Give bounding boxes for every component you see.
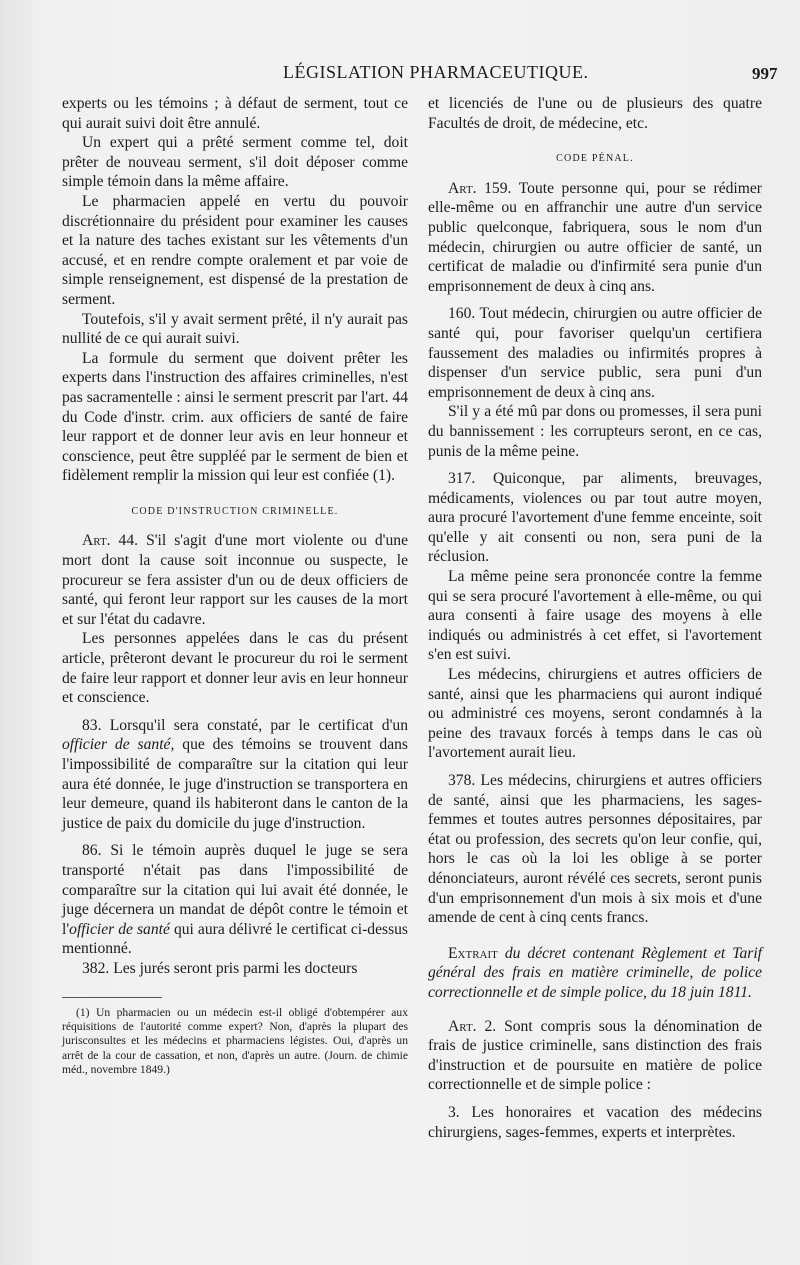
article-label: Art. 159. xyxy=(448,179,512,197)
paragraph: experts ou les témoins ; à défaut de serment, tout ce qui aurait suivi doit être annulé. xyxy=(62,95,408,132)
article-text: S'il s'agit d'une mort violente ou d'une mort dont la cause soit inconnue ou suspecte, le procureur se fera assister d'un ou de deux officiers de santé, qui feront leur rapport sur les causes de la mort et sur l'état du cadavre. xyxy=(62,532,409,628)
article-83 xyxy=(62,716,408,834)
article-text: 86. Si le témoin auprès duquel le juge se sera transporté n'était pas dans l'impossibilité de comparaître sur la citation qui lui avait été donnée, le juge décernera un mandat de dépôt contre le témoin et l' xyxy=(62,842,408,938)
extract-title: du décret contenant Règlement et Tarif général des frais en matière criminelle, de police correctionnelle et de simple police, du 18 juin 1811. xyxy=(428,944,762,1001)
running-header xyxy=(0,62,800,88)
article-text: qui aura délivré le certificat ci-dessus mentionné. xyxy=(62,920,409,958)
article-text: que des témoins se trouvent dans l'impossibilité de comparaître sur la citation qui leur aura été donnée, le juge d'instruction se transportera en leur demeure, quand ils habiteront dans le canton de la justice de paix du domicile du juge d'instruction. xyxy=(62,736,408,832)
footnote: (1) Un pharmacien ou un médecin est-il obligé d'obtempérer aux réquisitions de l'autorité comme expert? Non, d'après la plupart des jurisconsultes et les médecins et pharmaciens légistes. Oui, d'après un arrêt de la cour de cassation, et non, d'après un autre. (Journ. de chimie méd., novembre 1849.) xyxy=(62,1005,408,1077)
paragraph: Les personnes appelées dans le cas du présent article, prêteront devant le procureur du roi le serment de faire leur rapport et donner leur avis en leur honneur et conscience. xyxy=(62,630,408,707)
footnote-divider xyxy=(62,997,162,998)
article-2 xyxy=(428,1017,762,1095)
paragraph: Un expert qui a prêté serment comme tel, doit prêter de nouveau serment, s'il doit déposer comme simple témoin dans la même affaire. xyxy=(62,134,408,191)
article-159 xyxy=(428,179,762,297)
page-title: LÉGISLATION PHARMACEUTIQUE. xyxy=(283,62,589,82)
italic-term: officier de santé xyxy=(69,920,170,938)
paragraph: La formule du serment que doivent prêter les experts dans l'instruction des affaires criminelles, n'est pas sacramentelle : ainsi le serment prescrit par l'art. 44 du Code d'instr. crim. aux officiers de santé de faire leur rapport et de donner leur avis en leur honneur et conscience, peut être suppléé par le serment de bien et fidèlement remplir la mission qui leur est confiée (1). xyxy=(62,349,408,485)
extract-label: Extrait xyxy=(448,944,498,962)
paragraph: Le pharmacien appelé en vertu du pouvoir discrétionnaire du président pour examiner les causes et la nature des taches existant sur les vêtements d'un accusé, et en rendre compte oralement et par voie de simple renseignement, est dispensé de la prestation de serment. xyxy=(62,192,408,308)
paragraph: et licenciés de l'une ou de plusieurs des quatre Facultés de droit, de médecine, etc. xyxy=(428,95,762,132)
article-text: 83. Lorsqu'il sera constaté, par le certificat d'un xyxy=(82,716,408,734)
paragraph: Les médecins, chirurgiens et autres officiers de santé, ainsi que les pharmaciens qui auront indiqué ou administré ces moyens, seront condamnés à la peine des travaux forcés à temps dans le cas où l'avortement aurait lieu. xyxy=(428,666,762,762)
paragraph: S'il y a été mû par dons ou promesses, il sera puni du bannissement : les corrupteurs seront, en ce cas, punis de la même peine. xyxy=(428,403,762,460)
left-column xyxy=(62,94,408,1078)
article-text: Sont compris sous la dénomination de frais de justice criminelle, sans distinction des frais d'instruction et de poursuite en matière de police correctionnelle et de simple police : xyxy=(428,1017,762,1094)
article-382: 382. Les jurés seront pris parmi les docteurs xyxy=(82,959,358,977)
section-heading: CODE PÉNAL. xyxy=(556,153,634,165)
section-heading: CODE D'INSTRUCTION CRIMINELLE. xyxy=(131,505,339,517)
article-text: Toute personne qui, pour se rédimer elle-même ou en affranchir une autre d'un service public quelconque, fabriquera, sous le nom d'un médecin, chirurgien ou autre officier de santé, un certificat de maladie ou d'infirmité sera punie d'un emprisonnement de deux à cinq ans. xyxy=(428,179,762,295)
article-label: Art. 2. xyxy=(448,1017,497,1035)
article-160: 160. Tout médecin, chirurgien ou autre officier de santé qui, pour favoriser quelqu'un certifiera faussement des maladies ou infirmités propres à dispenser d'un service public, sera puni d'un emprisonnement de deux à cinq ans. xyxy=(428,305,762,401)
article-44 xyxy=(62,531,408,629)
italic-term: officier de santé, xyxy=(62,736,175,754)
right-column xyxy=(428,94,762,1142)
decree-extract-heading xyxy=(428,944,762,1003)
article-86 xyxy=(62,841,408,959)
page-number: 997 xyxy=(752,64,778,83)
paragraph: Toutefois, s'il y avait serment prêté, il n'y aurait pas nullité de ce qui aurait suivi. xyxy=(62,310,408,348)
article-label: Art. 44. xyxy=(82,532,139,550)
article-3: 3. Les honoraires et vacation des médecins chirurgiens, sages-femmes, experts et interprètes. xyxy=(428,1103,762,1141)
article-378: 378. Les médecins, chirurgiens et autres officiers de santé, ainsi que les pharmaciens, les sages-femmes et toutes autres personnes dépositaires, par état ou profession, des secrets qu'on leur confie, qui, hors le cas où la loi les oblige à se porter dénonciateurs, auront révélé ces secrets, seront punis d'un emprisonnement d'un mois à six mois et d'une amende de cent à cinq cents francs. xyxy=(428,772,762,927)
paragraph: La même peine sera prononcée contre la femme qui se sera procuré l'avortement à elle-même, ou qui aura consenti à faire usage des moyens à elle indiqués ou administrés à cet effet, si l'avortement s'en est suivi. xyxy=(428,568,762,664)
article-317: 317. Quiconque, par aliments, breuvages, médicaments, violences ou par tout autre moyen, aura procuré l'avortement d'une femme enceinte, soit qu'elle y ait consenti ou non, sera puni de la réclusion. xyxy=(428,470,762,566)
